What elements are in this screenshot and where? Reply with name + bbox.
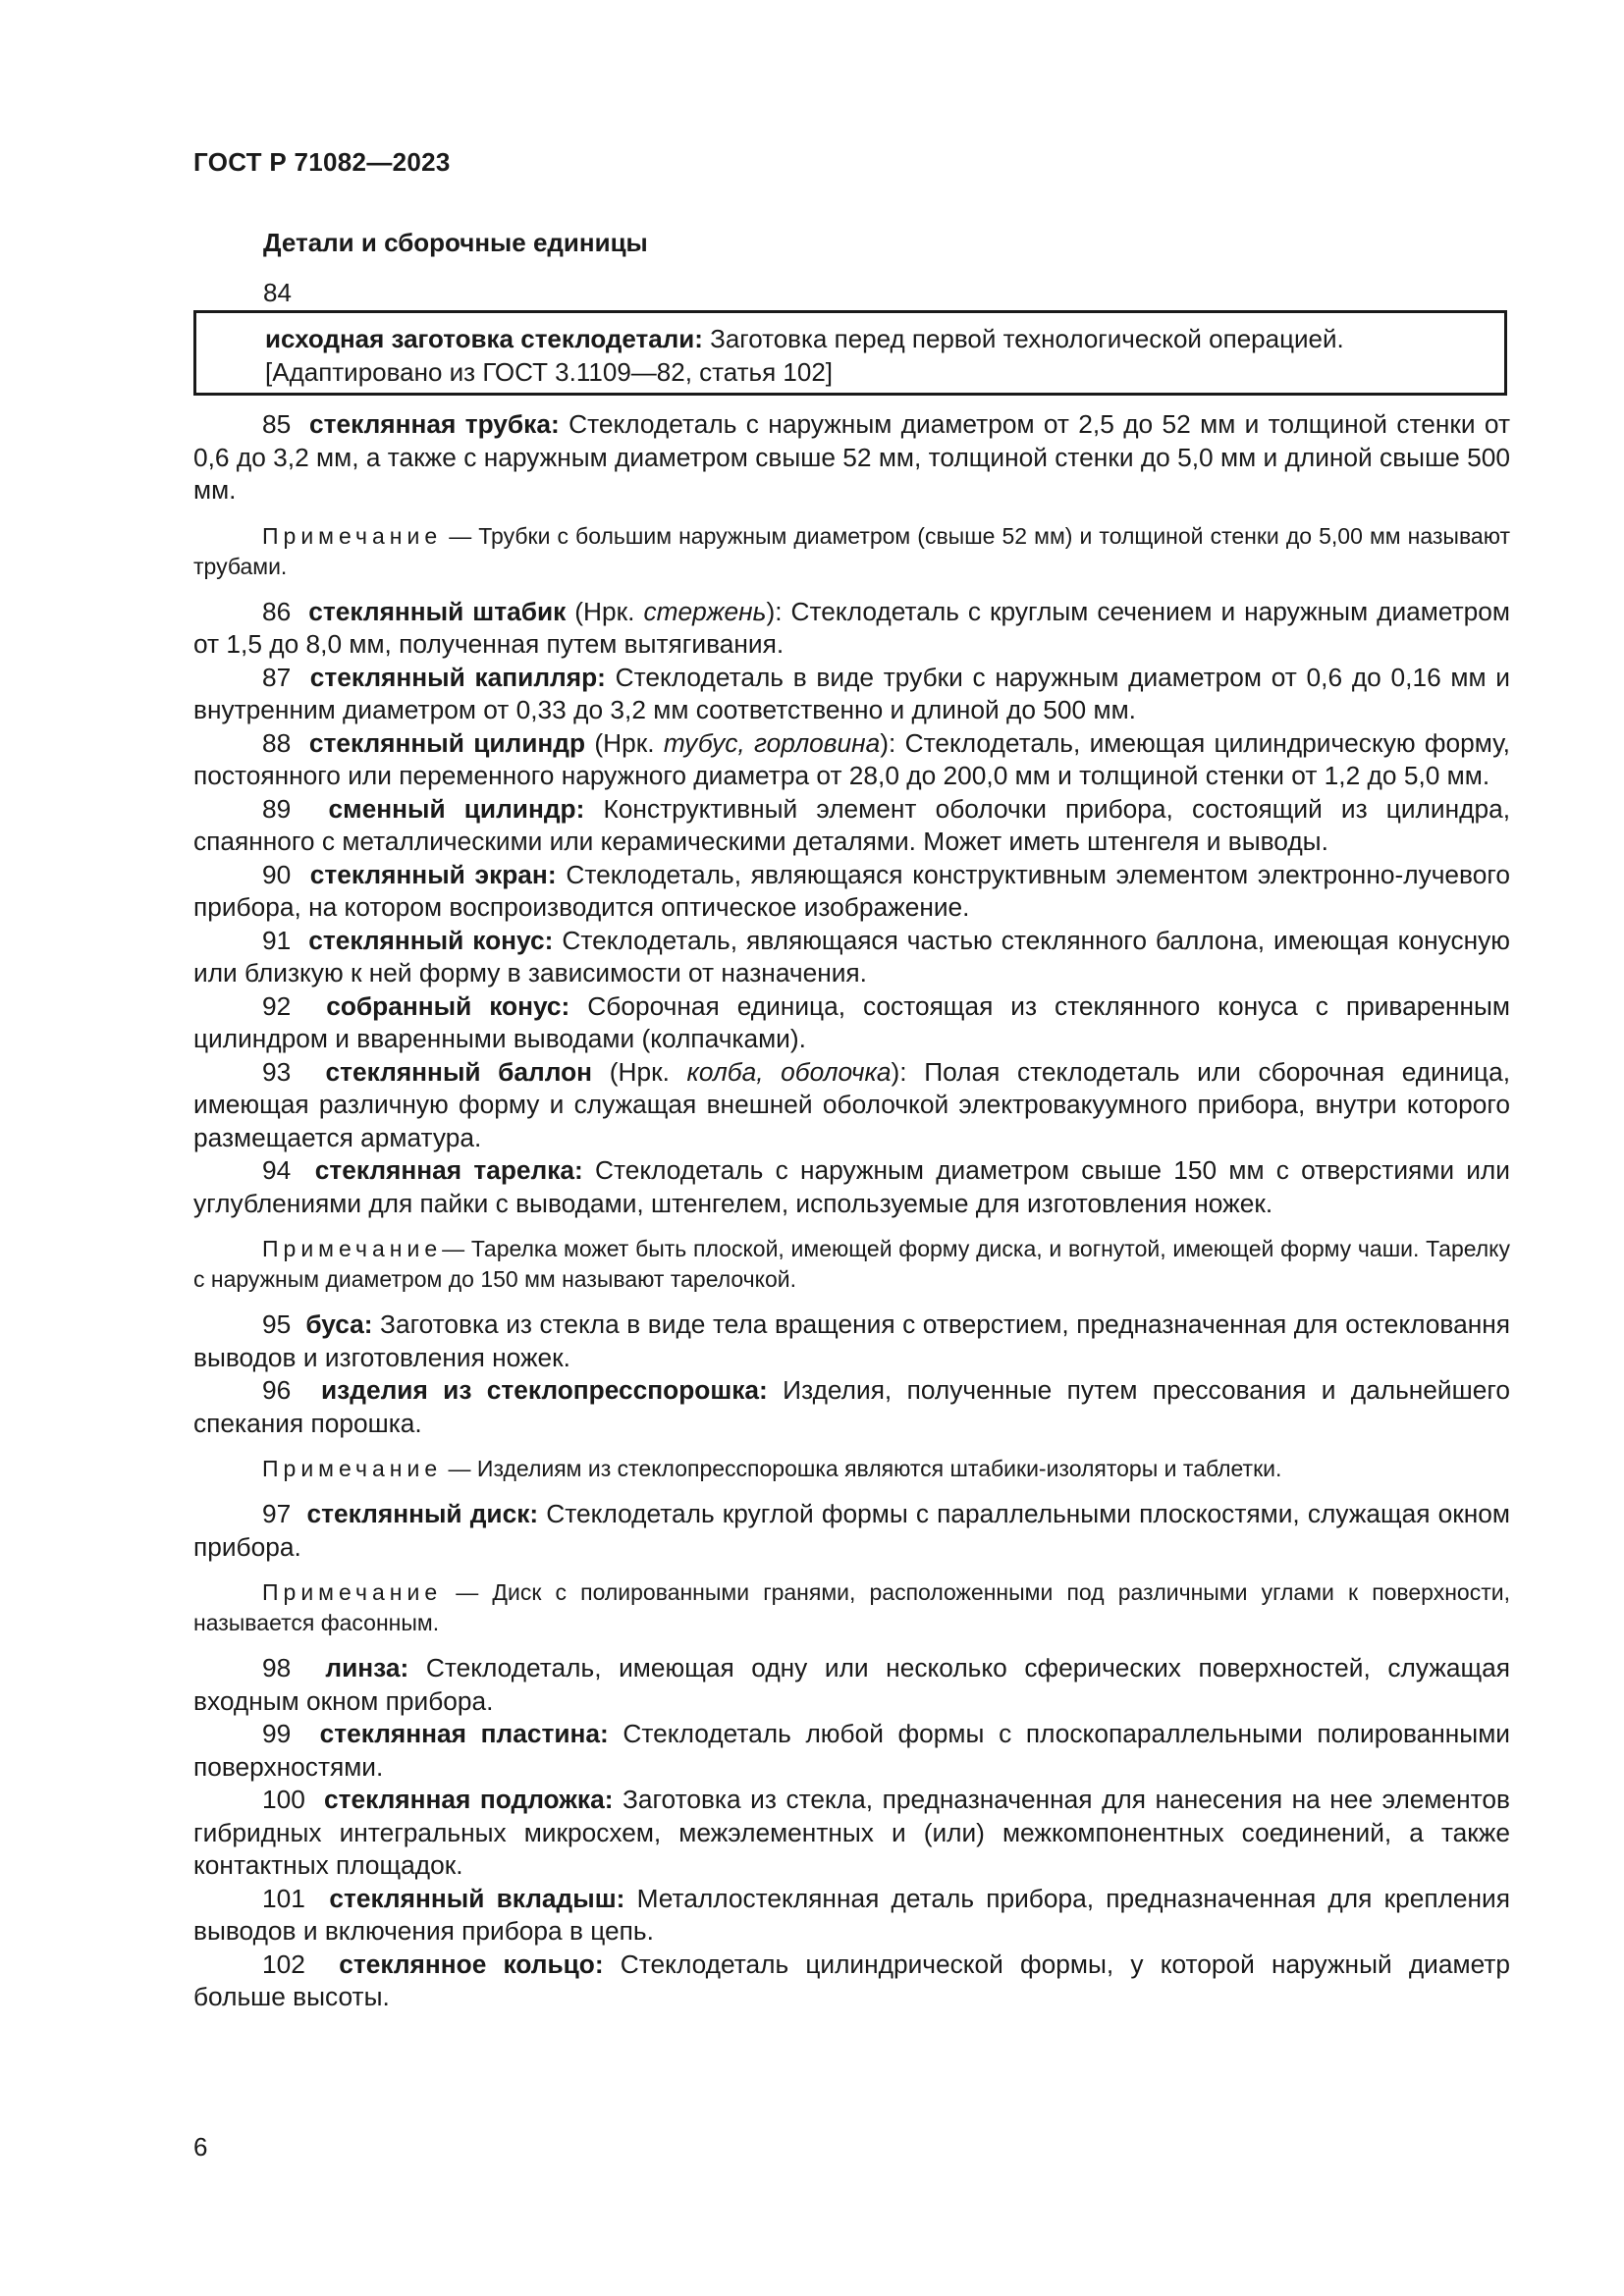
definition: Изделия, полученные путем прессования и дальнейшего спекания порошка. — [193, 1375, 1510, 1438]
term-entry-102 — [193, 1949, 1510, 2014]
term: изделия из стеклопресспорошка: — [321, 1375, 768, 1405]
entry-number: 93 — [262, 1056, 292, 1087]
nrk-term: стержень — [643, 596, 767, 626]
term: стеклянный цилиндр — [308, 727, 586, 758]
term: стеклянная пластина: — [319, 1719, 609, 1748]
definition: Стеклодеталь, являющаяся частью стеклянного баллона, имеющая конусную или близкую к ней форму в зависимости от назначения. — [193, 925, 1510, 988]
term-entry-88 — [193, 727, 1510, 793]
entry-number: 87 — [262, 662, 292, 692]
entry-number: 89 — [262, 793, 292, 824]
nrk-prefix: (Нрк. — [585, 727, 664, 758]
note-label: Примечание — [262, 1456, 443, 1481]
term-entry-96 — [193, 1374, 1510, 1440]
term-entry-95 — [193, 1308, 1510, 1374]
term: стеклянный баллон — [325, 1056, 593, 1087]
term-entry-86 — [193, 596, 1510, 662]
note-text: — Трубки с большим наружным диаметром (свыше 52 мм) и толщиной стенки до 5,00 мм называют трубами. — [193, 522, 1510, 579]
term-entry-90 — [193, 859, 1510, 925]
note-85 — [193, 521, 1510, 582]
entry-number: 98 — [262, 1653, 292, 1682]
term-entry-99 — [193, 1718, 1510, 1784]
nrk-prefix: (Нрк. — [592, 1056, 687, 1087]
entry-number: 99 — [262, 1719, 292, 1748]
term: собранный конус: — [326, 990, 570, 1021]
definition: ): Полая стеклодеталь или сборочная единица, имеющая различную форму и служащая внешней оболочкой электровакуумного прибора, внутри которого размещается арматура. — [193, 1056, 1510, 1152]
section-title: Детали и сборочные единицы — [263, 228, 648, 257]
term-entry-98 — [193, 1652, 1510, 1718]
note-label: Примечание — [262, 522, 443, 549]
definition: Конструктивный элемент оболочки прибора, состоящий из цилиндра, спаянного с металлическими или керамическими деталями. Может иметь штенгеля и выводы. — [193, 793, 1510, 856]
term-entry-91 — [193, 925, 1510, 990]
definition: Стеклодеталь любой формы с плоскопараллельными полированными поверхностями. — [193, 1719, 1510, 1782]
term-entry-94 — [193, 1154, 1510, 1220]
term-entry-101 — [193, 1883, 1510, 1949]
term: стеклянная трубка: — [308, 409, 560, 439]
term: стеклянная подложка: — [323, 1785, 614, 1814]
term: стеклянный штабик — [308, 596, 567, 626]
term: стеклянный экран: — [309, 859, 557, 889]
note-text: — Диск с полированными гранями, расположенными под различными углами к поверхности, называется фасонным. — [193, 1579, 1510, 1635]
definition: Заготовка из стекла в виде тела вращения с отверстием, предназначенная для остекловання выводов и изготовления ножек. — [193, 1309, 1510, 1372]
entry-number: 102 — [262, 1949, 305, 1979]
page-number: 6 — [193, 2132, 208, 2162]
term: стеклянный конус: — [308, 925, 554, 955]
definition-84: Заготовка перед первой технологической операцией. — [702, 324, 1344, 353]
term-entry-97 — [193, 1498, 1510, 1564]
definition: Стеклодеталь с наружным диаметром свыше 150 мм с отверстиями или углублениями для пайки с выводами, штенгелем, используемые для изготовления ножек. — [193, 1155, 1510, 1218]
term: стеклянная тарелка: — [314, 1155, 583, 1185]
term-84: исходная заготовка стеклодетали: — [265, 324, 703, 353]
document-body — [193, 408, 1510, 2014]
entry-number: 91 — [262, 925, 292, 955]
term: буса: — [305, 1309, 373, 1339]
definition: Стеклодеталь, являющаяся конструктивным элементом электронно-лучевого прибора, на котором воспроизводится оптическое изображение. — [193, 859, 1510, 922]
definition: Металлостеклянная деталь прибора, предназначенная для крепления выводов и включения прибора в цепь. — [193, 1883, 1510, 1946]
term-entry-85 — [193, 408, 1510, 507]
nrk-term: тубус, горловина — [663, 727, 881, 758]
term: стеклянный вкладыш: — [329, 1883, 625, 1913]
entry-number: 88 — [262, 727, 292, 758]
nrk-prefix: (Нрк. — [566, 596, 644, 626]
entry-number: 97 — [262, 1499, 292, 1528]
entry-number: 90 — [262, 859, 292, 889]
entry-number: 86 — [262, 596, 292, 626]
definition: Заготовка из стекла, предназначенная для нанесения на нее элементов гибридных интегральных микросхем, межэлементных и (или) межкомпонентных соединений, а также контактных площадок. — [193, 1785, 1510, 1880]
term-entry-93 — [193, 1056, 1510, 1155]
note-94 — [193, 1234, 1510, 1295]
term: стеклянный капилляр: — [309, 662, 606, 692]
entry-number: 94 — [262, 1155, 292, 1185]
note-label: Примечание — [262, 1236, 443, 1261]
definition: Стеклодеталь в виде трубки с наружным диаметром от 0,6 до 0,16 мм и внутренним диаметром от 0,33 до 3,2 мм соответственно и длиной до 500 мм. — [193, 662, 1510, 724]
term-entry-100 — [193, 1784, 1510, 1883]
entry-number: 101 — [262, 1883, 305, 1913]
term-entry-87 — [193, 662, 1510, 727]
note-text: — Тарелка может быть плоской, имеющей форму диска, и вогнутой, имеющей форму чаши. Тарелку с наружным диаметром до 150 мм называют тарелочкой. — [193, 1236, 1510, 1292]
entry-number: 100 — [262, 1785, 305, 1814]
document-header: ГОСТ Р 71082—2023 — [193, 147, 451, 177]
boxed-term-line — [265, 322, 1504, 355]
term-entry-92 — [193, 990, 1510, 1056]
term: линза: — [325, 1653, 409, 1682]
definition: Стеклодеталь, имеющая одну или несколько сферических поверхностей, служащая входным окном прибора. — [193, 1653, 1510, 1716]
boxed-term-entry — [193, 310, 1507, 396]
entry-number: 96 — [262, 1375, 292, 1405]
nrk-term: колба, оболочка — [686, 1056, 892, 1087]
term: стеклянный диск: — [306, 1499, 539, 1528]
definition: Сборочная единица, состоящая из стеклянного конуса с приваренным цилиндром и вваренными выводами (колпачками). — [193, 990, 1510, 1053]
definition: ): Стеклодеталь с круглым сечением и наружным диаметром от 1,5 до 8,0 мм, полученная путем вытягивания. — [193, 596, 1511, 659]
entry-number: 85 — [262, 409, 292, 439]
term-entry-89 — [193, 793, 1510, 859]
definition: ): Стеклодеталь, имеющая цилиндрическую форму, постоянного или переменного наружного диаметра от 28,0 до 200,0 мм и толщиной стенки от 1,2 до 5,0 мм. — [193, 727, 1510, 790]
definition: Стеклодеталь цилиндрической формы, у которой наружный диаметр больше высоты. — [193, 1949, 1510, 2011]
definition: Стеклодеталь с наружным диаметром от 2,5 до 52 мм и толщиной стенки от 0,6 до 3,2 мм, а также с наружным диаметром свыше 52 мм, толщиной стенки до 5,0 мм и длиной свыше 500 мм. — [193, 409, 1510, 505]
term-number-84: 84 — [263, 278, 292, 307]
definition: Стеклодеталь круглой формы с параллельными плоскостями, служащая окном прибора. — [193, 1499, 1510, 1562]
entry-number: 95 — [262, 1309, 292, 1339]
term: сменный цилиндр: — [328, 793, 585, 824]
note-97 — [193, 1577, 1510, 1638]
term: стеклянное кольцо: — [339, 1949, 604, 1979]
boxed-term-source: [Адаптировано из ГОСТ 3.1109—82, статья 102] — [265, 357, 834, 387]
note-96 — [193, 1454, 1510, 1484]
note-label: Примечание — [262, 1579, 443, 1605]
entry-number: 92 — [262, 990, 292, 1021]
note-text: — Изделиям из стеклопресспорошка являются штабики-изоляторы и таблетки. — [442, 1456, 1282, 1481]
